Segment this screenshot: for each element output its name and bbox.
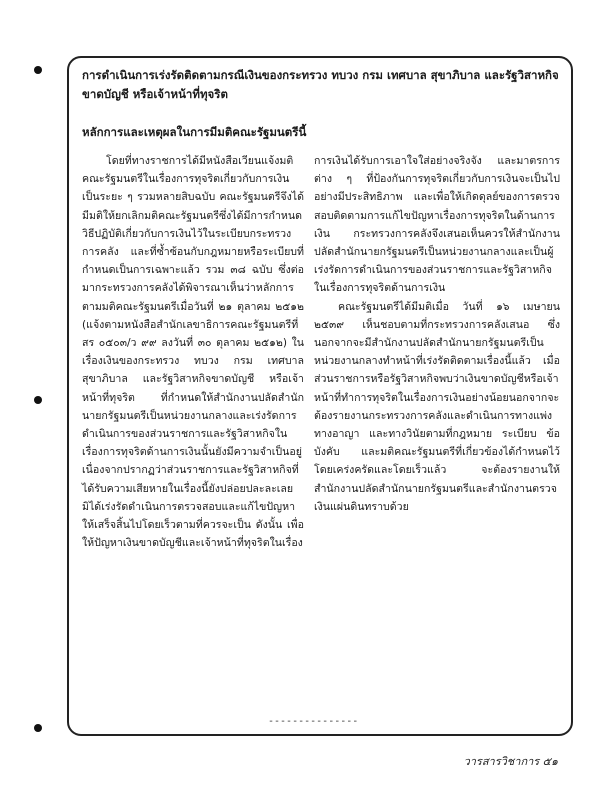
binder-hole-top: [34, 66, 42, 74]
page-footer: วารสารวิชาการ ๕๑: [463, 755, 558, 768]
paragraph: คณะรัฐมนตรีได้มีมติเมื่อ วันที่ ๑๖ เมษายน ๒๕๓๙ เห็นชอบตามที่กระทรวงการคลังเสนอ ซึ่งนอกจากจะมีสำนักงานปลัดสำนักนายกรัฐมนตรีเป็นหน่วยงานกลางทำหน้าที่เร่งรัดติดตามเรื่องนี้แล้ว เมื่อส่วนราชการหรือรัฐวิสาหกิจพบว่าเงินขาดบัญชีหรือเจ้าหน้าที่ทำการทุจริตในเรื่องการเงินอย่างน้อยนอกจากจะต้องรายงานกระทรวงการคลังและดำเนินการทางแพ่ง ทางอาญา และทางวินัยตามที่กฎหมาย ระเบียบ ข้อบังคับ และมติคณะรัฐมนตรีที่เกี่ยวข้องได้กำหนดไว้ โดยเคร่งครัดและโดยเร็วแล้ว จะต้องรายงานให้สำนักงานปลัดสำนักนายกรัฐมนตรีและสำนักงานตรวจเงินแผ่นดินทราบด้วย: [314, 300, 560, 513]
paragraph: การเงินได้รับการเอาใจใส่อย่างจริงจัง และมาตรการต่าง ๆ ที่ป้องกันการทุจริตเกี่ยวกับการเงินจะเป็นไปอย่างมีประสิทธิภาพ และเพื่อให้เกิดดุลย์ของการตรวจสอบติดตามการแก้ไขปัญหาเรื่องการทุจริตในด้านการเงิน กระทรวงการคลังจึงเสนอเห็นควรให้สำนักงานปลัดสำนักนายกรัฐมนตรีเป็นหน่วยงานกลางและเป็นผู้เร่งรัดการดำเนินการของส่วนราชการและรัฐวิสาหกิจในเรื่องการทุจริตด้านการเงิน: [314, 155, 560, 295]
binder-hole-bottom: [34, 724, 42, 732]
section-separator: ---------------: [268, 716, 359, 727]
binder-hole-middle: [34, 396, 42, 404]
article-title: การดำเนินการเร่งรัดติดตามกรณีเงินของกระทรวง ทบวง กรม เทศบาล สุขาภิบาล และรัฐวิสาหกิจ ขาดบัญชี หรือเจ้าหน้าที่ทุจริต: [82, 68, 559, 101]
paragraph: โดยที่ทางราชการได้มีหนังสือเวียนแจ้งมติคณะรัฐมนตรีในเรื่องการทุจริตเกี่ยวกับการเงินเป็นระยะ ๆ รวมหลายสิบฉบับ คณะรัฐมนตรีจึงได้มีมติให้ยกเลิกมติคณะรัฐมนตรีซึ่งได้มีการกำหนดวิธีปฏิบัติเกี่ยวกับการเงินไว้ในระเบียบกระทรวงการคลัง และที่ซ้ำซ้อนกับกฎหมายหรือระเบียบที่กำหนดเป็นการเฉพาะแล้ว รวม ๓๘ ฉบับ ซึ่งต่อมากระทรวงการคลังได้พิจารณาเห็นว่าหลักการตามมติคณะรัฐมนตรีเมื่อวันที่ ๒๑ ตุลาคม ๒๕๑๒ (แจ้งตามหนังสือสำนักเลขาธิการคณะรัฐมนตรีที่ สร ๐๕๐๓/ว ๙๙ ลงวันที่ ๓๐ ตุลาคม ๒๕๑๒) ในเรื่องเงินของกระทรวง ทบวง กรม เทศบาล สุขาภิบาล และรัฐวิสาหกิจขาดบัญชี หรือเจ้าหน้าที่ทุจริต ที่กำหนดให้สำนักงานปลัดสำนักนายกรัฐมนตรีเป็นหน่วยงานกลางและเร่งรัดการดำเนินการของส่วนราชการและรัฐวิสาหกิจในเรื่องการทุจริตด้านการเงินนั้นยังมีความจำเป็นอยู่ เนื่องจากปรากฏว่าส่วนราชการและรัฐวิสาหกิจที่ได้รับความเสียหายในเรื่องนี้ยังปล่อยปละละเลยมิได้เร่งรัดดำเนินการตรวจสอบและแก้ไขปัญหาให้เสร็จสิ้นไปโดยเร็วตามที่ควรจะเป็น ดังนั้น เพื่อให้ปัญหาเงินขาดบัญชีและเจ้าหน้าที่ทุจริตในเรื่อง: [82, 155, 304, 550]
right-column: [314, 152, 560, 516]
left-column: [82, 152, 304, 552]
section-heading: หลักการและเหตุผลในการมีมติคณะรัฐมนตรีนี้: [82, 125, 307, 139]
